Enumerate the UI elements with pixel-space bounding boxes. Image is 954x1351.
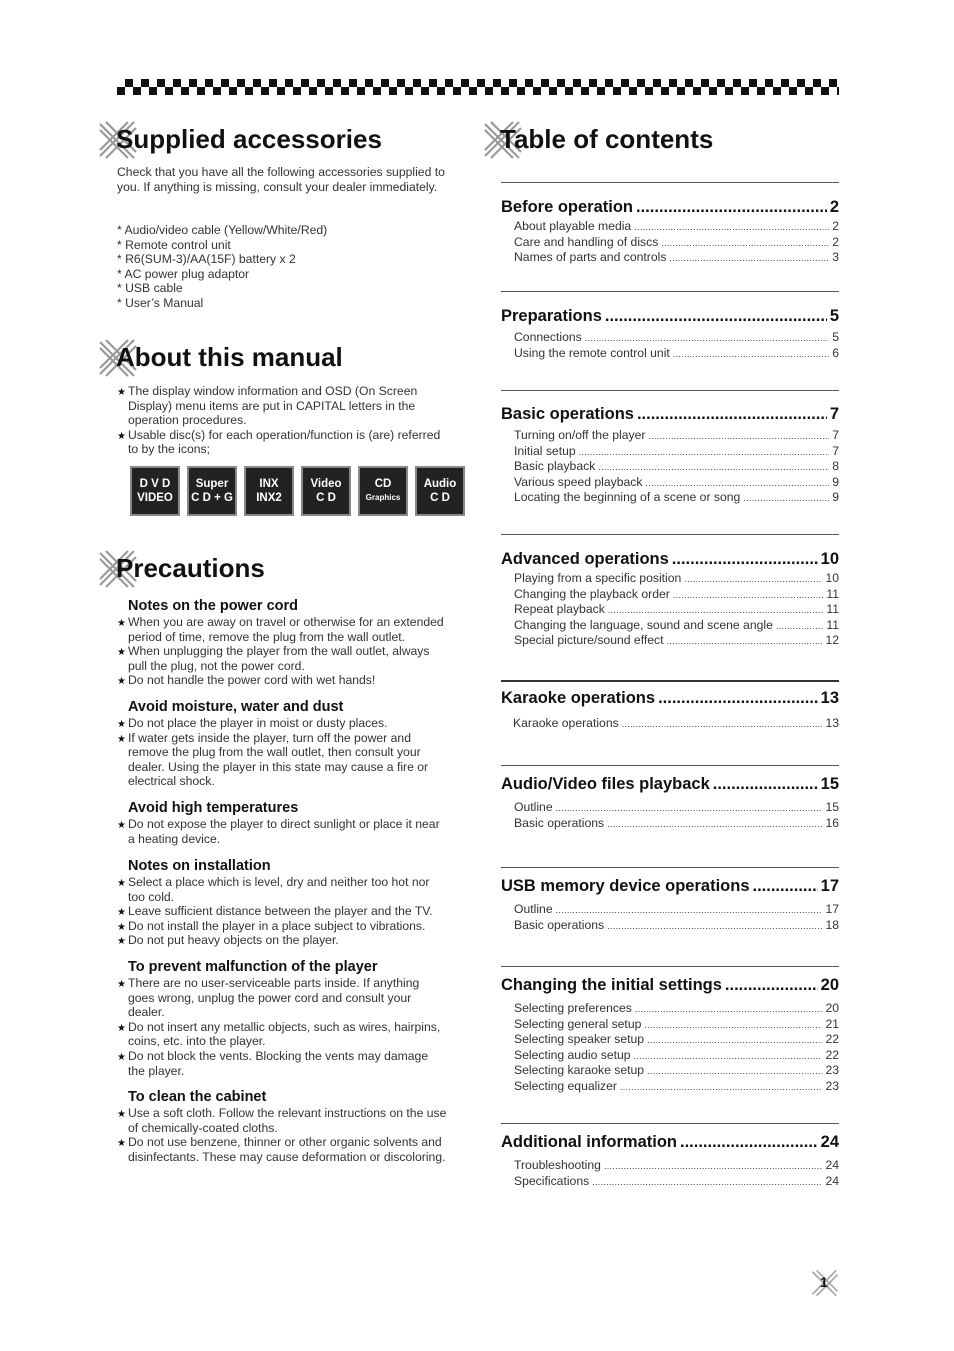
checkered-banner xyxy=(117,79,839,95)
toc-section-page: 15 xyxy=(820,775,839,793)
precaution-subhead: Notes on the power cord xyxy=(128,598,298,614)
toc-item: Karaoke operations ..... 13 xyxy=(513,716,839,732)
toc-section-title: Additional information xyxy=(501,1133,677,1151)
audio-cd-disc-icon: Audio C D xyxy=(415,466,465,516)
toc-section xyxy=(501,534,839,649)
toc-item: Selecting general setup ..... 21 xyxy=(514,1017,839,1033)
toc-item: Turning on/off the player ..... 7 xyxy=(514,428,839,444)
list-item: * Audio/video cable (Yellow/White/Red) xyxy=(117,223,328,237)
accessories-list xyxy=(117,223,327,311)
toc-section-page: 2 xyxy=(829,198,839,216)
list-item: ★ Select a place which is level, dry and neither too hot nor too cold. xyxy=(117,875,430,904)
toc-section-page: 17 xyxy=(820,877,839,895)
toc-item: Outline ..... 15 xyxy=(514,800,839,816)
precaution-list xyxy=(117,817,447,846)
toc-section-page: 5 xyxy=(829,307,839,325)
list-item: ★ Do not expose the player to direct sunlight or place it near a heating device. xyxy=(117,817,440,846)
list-item: ★ Do not block the vents. Blocking the vents may damage the player. xyxy=(117,1048,429,1078)
precaution-subhead: Avoid high temperatures xyxy=(128,800,299,816)
toc-section xyxy=(501,182,839,266)
precaution-list xyxy=(117,615,447,688)
list-item: ★ Use a soft cloth. Follow the relevant instructions on the use of chemically-coated cloths. xyxy=(117,1106,447,1135)
toc-section xyxy=(501,867,839,933)
precaution-list xyxy=(117,1106,447,1164)
list-item: * Remote control unit xyxy=(117,237,231,252)
toc-item: Using the remote control unit ..... 6 xyxy=(514,346,839,362)
precaution-list xyxy=(117,716,447,789)
toc-item: Care and handling of discs ..... 2 xyxy=(514,235,839,251)
inx-disc-icon: INX INX2 xyxy=(244,466,294,516)
list-item: ★ There are no user-serviceable parts inside. If anything goes wrong, unplug the power cord and consult your dealer. xyxy=(117,976,420,1020)
list-item: * R6(SUM-3)/AA(15F) battery x 2 xyxy=(117,252,296,267)
toc-section-page: 10 xyxy=(820,550,839,568)
toc-item: Selecting audio setup ..... 22 xyxy=(514,1048,839,1064)
toc-item: Repeat playback ..... 11 xyxy=(514,602,839,618)
precaution-list xyxy=(117,875,447,948)
toc-section-page: 13 xyxy=(820,689,839,707)
toc-section xyxy=(501,966,839,1095)
list-item: * AC power plug adaptor xyxy=(117,266,250,281)
toc-item: Selecting equalizer ..... 23 xyxy=(514,1079,839,1095)
toc-item: Selecting speaker setup ..... 22 xyxy=(514,1032,839,1048)
toc-item: Playing from a specific position ..... 10 xyxy=(514,571,839,587)
precaution-subhead: To prevent malfunction of the player xyxy=(128,959,378,975)
toc-item: Troubleshooting ..... 24 xyxy=(514,1158,839,1174)
precaution-subhead: To clean the cabinet xyxy=(128,1089,267,1105)
list-item: ★ When you are away on travel or otherwise for an extended period of time, remove the plug from the wall outlet. xyxy=(117,615,444,644)
toc-item: Basic operations ..... 18 xyxy=(514,918,839,934)
toc-section-title: Basic operations xyxy=(501,405,634,423)
toc-item: Selecting karaoke setup ..... 23 xyxy=(514,1063,839,1079)
supplied-accessories-title: Supplied accessories xyxy=(116,124,382,154)
list-item: ★ When unplugging the player from the wall outlet, always pull the plug, not the power cord. xyxy=(117,644,430,673)
super-cdg-disc-icon: Super C D + G xyxy=(187,466,237,516)
toc-item: Locating the beginning of a scene or song ..... 9 xyxy=(514,490,839,506)
toc-section-title: Preparations xyxy=(501,307,602,325)
toc-item: About playable media ..... 2 xyxy=(514,219,839,235)
toc-item: Specifications ..... 24 xyxy=(514,1174,839,1190)
list-item: ★ If water gets inside the player, turn off the power and remove the plug from the wall outlet, then consult your dealer. Using the player in this state may cause a fire or electrical shock. xyxy=(117,730,429,789)
precaution-subhead: Notes on installation xyxy=(128,858,271,874)
toc-item: Basic operations ..... 16 xyxy=(514,816,839,832)
toc-section xyxy=(501,1123,839,1189)
toc-item: Basic playback ..... 8 xyxy=(514,459,839,475)
toc-section xyxy=(501,765,839,831)
toc-item: Special picture/sound effect ..... 12 xyxy=(514,633,839,649)
toc-section-title: Audio/Video files playback xyxy=(501,775,710,793)
toc-item: Outline ..... 17 xyxy=(514,902,839,918)
list-item: ★ The display window information and OSD (On Screen Display) menu items are put in CAPITAL letters in the operation procedures. xyxy=(117,384,418,428)
toc-section-title: Karaoke operations xyxy=(501,689,656,707)
toc-section-title: Changing the initial settings xyxy=(501,976,722,994)
list-item: ★ Do not install the player in a place subject to vibrations. xyxy=(117,918,426,933)
dvd-video-disc-icon: D V D VIDEO xyxy=(130,466,180,516)
list-item: ★ Do not use benzene, thinner or other organic solvents and disinfectants. These may cause deformation or discoloring. xyxy=(117,1135,446,1164)
toc-item: Changing the playback order ..... 11 xyxy=(514,587,839,603)
supplied-intro: Check that you have all the following accessories supplied to you. If anything is missing, consult your dealer immediately. xyxy=(117,165,445,194)
list-item: ★ Leave sufficient distance between the player and the TV. xyxy=(117,904,433,919)
toc-title: Table of contents xyxy=(500,124,714,154)
precautions-title: Precautions xyxy=(116,553,265,583)
disc-icon-row xyxy=(130,466,472,516)
toc-item: Changing the language, sound and scene angle ..... 11 xyxy=(514,618,839,634)
toc-section-title: Advanced operations xyxy=(501,550,669,568)
toc-section xyxy=(501,680,839,732)
list-item: * USB cable xyxy=(117,281,183,296)
list-item: ★ Usable disc(s) for each operation/function is (are) referred to by the icons; xyxy=(117,427,441,457)
toc-item: Selecting preferences ..... 20 xyxy=(514,1001,839,1017)
toc-section-title: Before operation xyxy=(501,198,634,216)
precaution-list xyxy=(117,976,447,1078)
list-item: ★ Do not insert any metallic objects, such as wires, hairpins, coins, etc. into the player. xyxy=(117,1019,441,1049)
toc-section xyxy=(501,390,839,506)
video-cd-disc-icon: Video C D xyxy=(301,466,351,516)
about-manual-title: About this manual xyxy=(116,342,343,372)
manual-bullet-list xyxy=(117,384,442,457)
cd-graphics-disc-icon: CD Graphics xyxy=(358,466,408,516)
toc-section xyxy=(501,291,839,361)
toc-item: Initial setup ..... 7 xyxy=(514,444,839,460)
toc-section-page: 7 xyxy=(829,405,839,423)
page-number: 1 xyxy=(820,1274,828,1290)
toc-item: Names of parts and controls ..... 3 xyxy=(514,250,839,266)
list-item: * User’s Manual xyxy=(117,295,204,310)
list-item: ★ Do not handle the power cord with wet hands! xyxy=(117,673,376,688)
precaution-subhead: Avoid moisture, water and dust xyxy=(128,699,344,715)
toc-item: Various speed playback ..... 9 xyxy=(514,475,839,491)
toc-item: Connections ..... 5 xyxy=(514,330,839,346)
toc-section-page: 24 xyxy=(820,1133,839,1151)
toc-section-title: USB memory device operations xyxy=(501,877,750,895)
toc-section-page: 20 xyxy=(820,976,839,994)
list-item: ★ Do not put heavy objects on the player. xyxy=(117,933,339,948)
list-item: ★ Do not place the player in moist or dusty places. xyxy=(117,716,388,730)
